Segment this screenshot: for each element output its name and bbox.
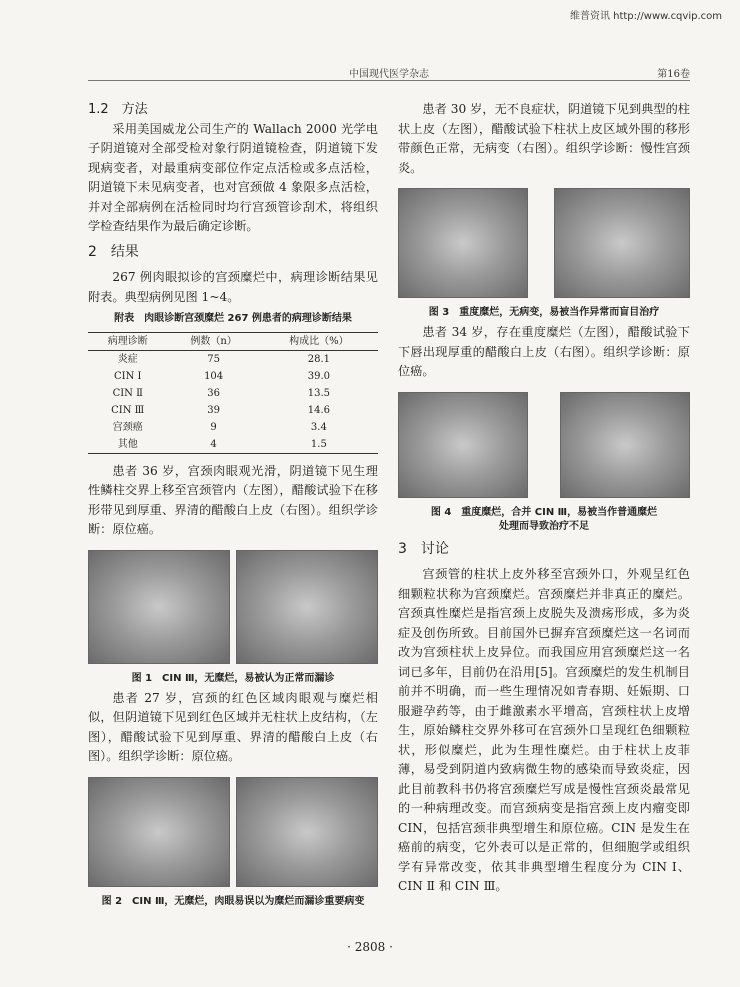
figure-1 <box>88 550 378 664</box>
figure-4 <box>398 392 690 498</box>
colposcopy-photo-left <box>88 550 230 664</box>
colposcopy-photo-left <box>398 188 528 298</box>
colposcopy-photo-left <box>88 777 230 887</box>
table-cell: 39 <box>207 404 220 416</box>
table-cell: CIN Ⅰ <box>113 370 142 382</box>
discussion-paragraph: 宫颈管的柱状上皮外移至宫颈外口，外观呈红色细颗粒状称为宫颈糜烂。宫颈糜烂并非真正的糜烂。宫颈真性糜烂是指宫颈上皮脱失及溃疡形成，多为炎症及创伤所致。目前国外已摒弃宫颈糜烂这一名词而改为宫颈柱状上皮异位。而我国应用宫颈糜烂这一名词已多年，目前仍在沿用[5]。宫颈糜烂的发生机制目前并不明确，而一些生理情况如青春期、妊娠期、口服避孕药等，由于雌激素水平增高，宫颈柱状上皮增生，原始鳞柱交界外移可在宫颈外口呈现红色细颗粒状，形似糜烂，此为生理性糜烂。由于柱状上皮菲薄，易受到阴道内致病微生物的感染而导致炎症，因此目前教科书仍将宫颈糜烂写成是慢性宫颈炎最常见的一种病理改变。而宫颈病变是指宫颈上皮内瘤变即 CIN，包括宫颈非典型增生和原位癌。CIN 是发生在癌前的病变，它外表可以是正常的，但细胞学或组织学有异常改变，依其非典型增生程度分为 CIN Ⅰ、CIN Ⅱ 和 CIN Ⅲ。 <box>398 567 690 893</box>
table-cell: 13.5 <box>307 387 330 399</box>
colposcopy-photo-left <box>398 392 528 498</box>
methods-paragraph: 采用美国威龙公司生产的 Wallach 2000 光学电子阴道镜对全部受检对象行阴道镜检查，阴道镜下发现病变者，对最重病变部位作定点活检或多点活检，阴道镜下未见病变者，也对宫颈做 4 象限多点活检，并对全部病例在活检同时均行宫颈管诊刮术，将组织学检查结果作为最后确定诊断。 <box>88 121 378 233</box>
table-row <box>88 368 378 385</box>
case-1-paragraph: 患者 36 岁，宫颈肉眼观光滑，阴道镜下见生理性鳞柱交界上移至宫颈管内（左图），醋酸试验下在移形带见到厚重、界清的醋酸白上皮（右图）。组织学诊断：原位癌。 <box>88 463 378 536</box>
table-cell: 75 <box>207 353 220 365</box>
figure-4-caption-continued: 处理而导致治疗不足 <box>499 520 589 532</box>
table-cell: 36 <box>207 387 220 399</box>
table-cell: CIN Ⅱ <box>112 387 143 399</box>
case-4-paragraph: 患者 34 岁，存在重度糜烂（左图），醋酸试验下下唇出现厚重的醋酸白上皮（右图）。组织学诊断：原位癌。 <box>398 325 690 378</box>
table-cell: 炎症 <box>117 353 138 365</box>
table-cell: 1.5 <box>310 438 327 450</box>
table-header-cell: 构成比（%） <box>289 335 349 347</box>
figure-1-caption: 图 1 CIN Ⅲ，无糜烂，易被认为正常而漏诊 <box>131 672 335 684</box>
table-header-cell: 例数（n） <box>190 335 237 347</box>
table-row <box>88 419 378 436</box>
table-header-row <box>88 332 378 350</box>
table-cell: 3.4 <box>310 421 327 433</box>
table-caption: 附表 肉眼诊断宫颈糜烂 267 例患者的病理诊断结果 <box>114 313 352 324</box>
table-cell: 14.6 <box>307 404 330 416</box>
table-row <box>88 385 378 402</box>
table-cell: 28.1 <box>307 353 330 365</box>
figure-3-caption: 图 3 重度糜烂，无病变，易被当作异常而盲目治疗 <box>428 307 660 318</box>
case-2-paragraph: 患者 27 岁，宫颈的红色区域肉眼观与糜烂相似，但阴道镜下见到红色区域并无柱状上皮结构，（左图），醋酸试验下见到厚重、界清的醋酸白上皮（右图）。组织学诊断：原位癌。 <box>88 690 378 763</box>
table-cell: CIN Ⅲ <box>111 404 145 416</box>
table-cell: 104 <box>204 370 224 382</box>
figure-4-caption: 图 4 重度糜烂，合并 CIN Ⅲ，易被当作普通糜烂 <box>430 506 658 518</box>
table-cell: 9 <box>210 421 217 433</box>
figure-3 <box>398 188 690 298</box>
site-watermark: 维普资讯 http://www.cqvip.com <box>569 11 722 22</box>
right-column <box>398 100 690 897</box>
table-row <box>88 436 378 454</box>
left-column <box>88 100 378 912</box>
running-header <box>88 62 690 81</box>
volume-number: 第16卷 <box>657 69 690 80</box>
colposcopy-photo-right <box>554 188 690 298</box>
figure-2 <box>88 777 378 887</box>
section-1-2-heading: 1.2 方法 <box>88 102 148 117</box>
table-row <box>88 350 378 368</box>
table-cell: 4 <box>210 438 217 450</box>
table-header-cell: 病理诊断 <box>107 335 148 347</box>
colposcopy-photo-right <box>236 550 378 664</box>
section-2-heading: 2 结果 <box>88 243 139 260</box>
page-number: · 2808 · <box>347 940 393 954</box>
results-intro: 267 例肉眼拟诊的宫颈糜烂中，病理诊断结果见附表。典型病例见图 1~4。 <box>88 270 378 304</box>
journal-title: 中国现代医学杂志 <box>349 69 429 80</box>
table-cell: 39.0 <box>307 370 330 382</box>
section-3-heading: 3 讨论 <box>398 540 449 557</box>
table-cell: 宫颈癌 <box>112 421 143 433</box>
pathology-table <box>88 332 378 454</box>
case-3-paragraph: 患者 30 岁，无不良症状，阴道镜下见到典型的柱状上皮（左图），醋酸试验下柱状上皮区域外围的移形带颜色正常，无病变（右图）。组织学诊断：慢性宫颈炎。 <box>398 102 690 175</box>
figure-2-caption: 图 2 CIN Ⅲ，无糜烂，肉眼易误以为糜烂而漏诊重要病变 <box>101 895 365 907</box>
table-row <box>88 402 378 419</box>
table-cell: 其他 <box>117 438 138 450</box>
colposcopy-photo-right <box>236 777 378 887</box>
colposcopy-photo-right <box>560 392 690 498</box>
